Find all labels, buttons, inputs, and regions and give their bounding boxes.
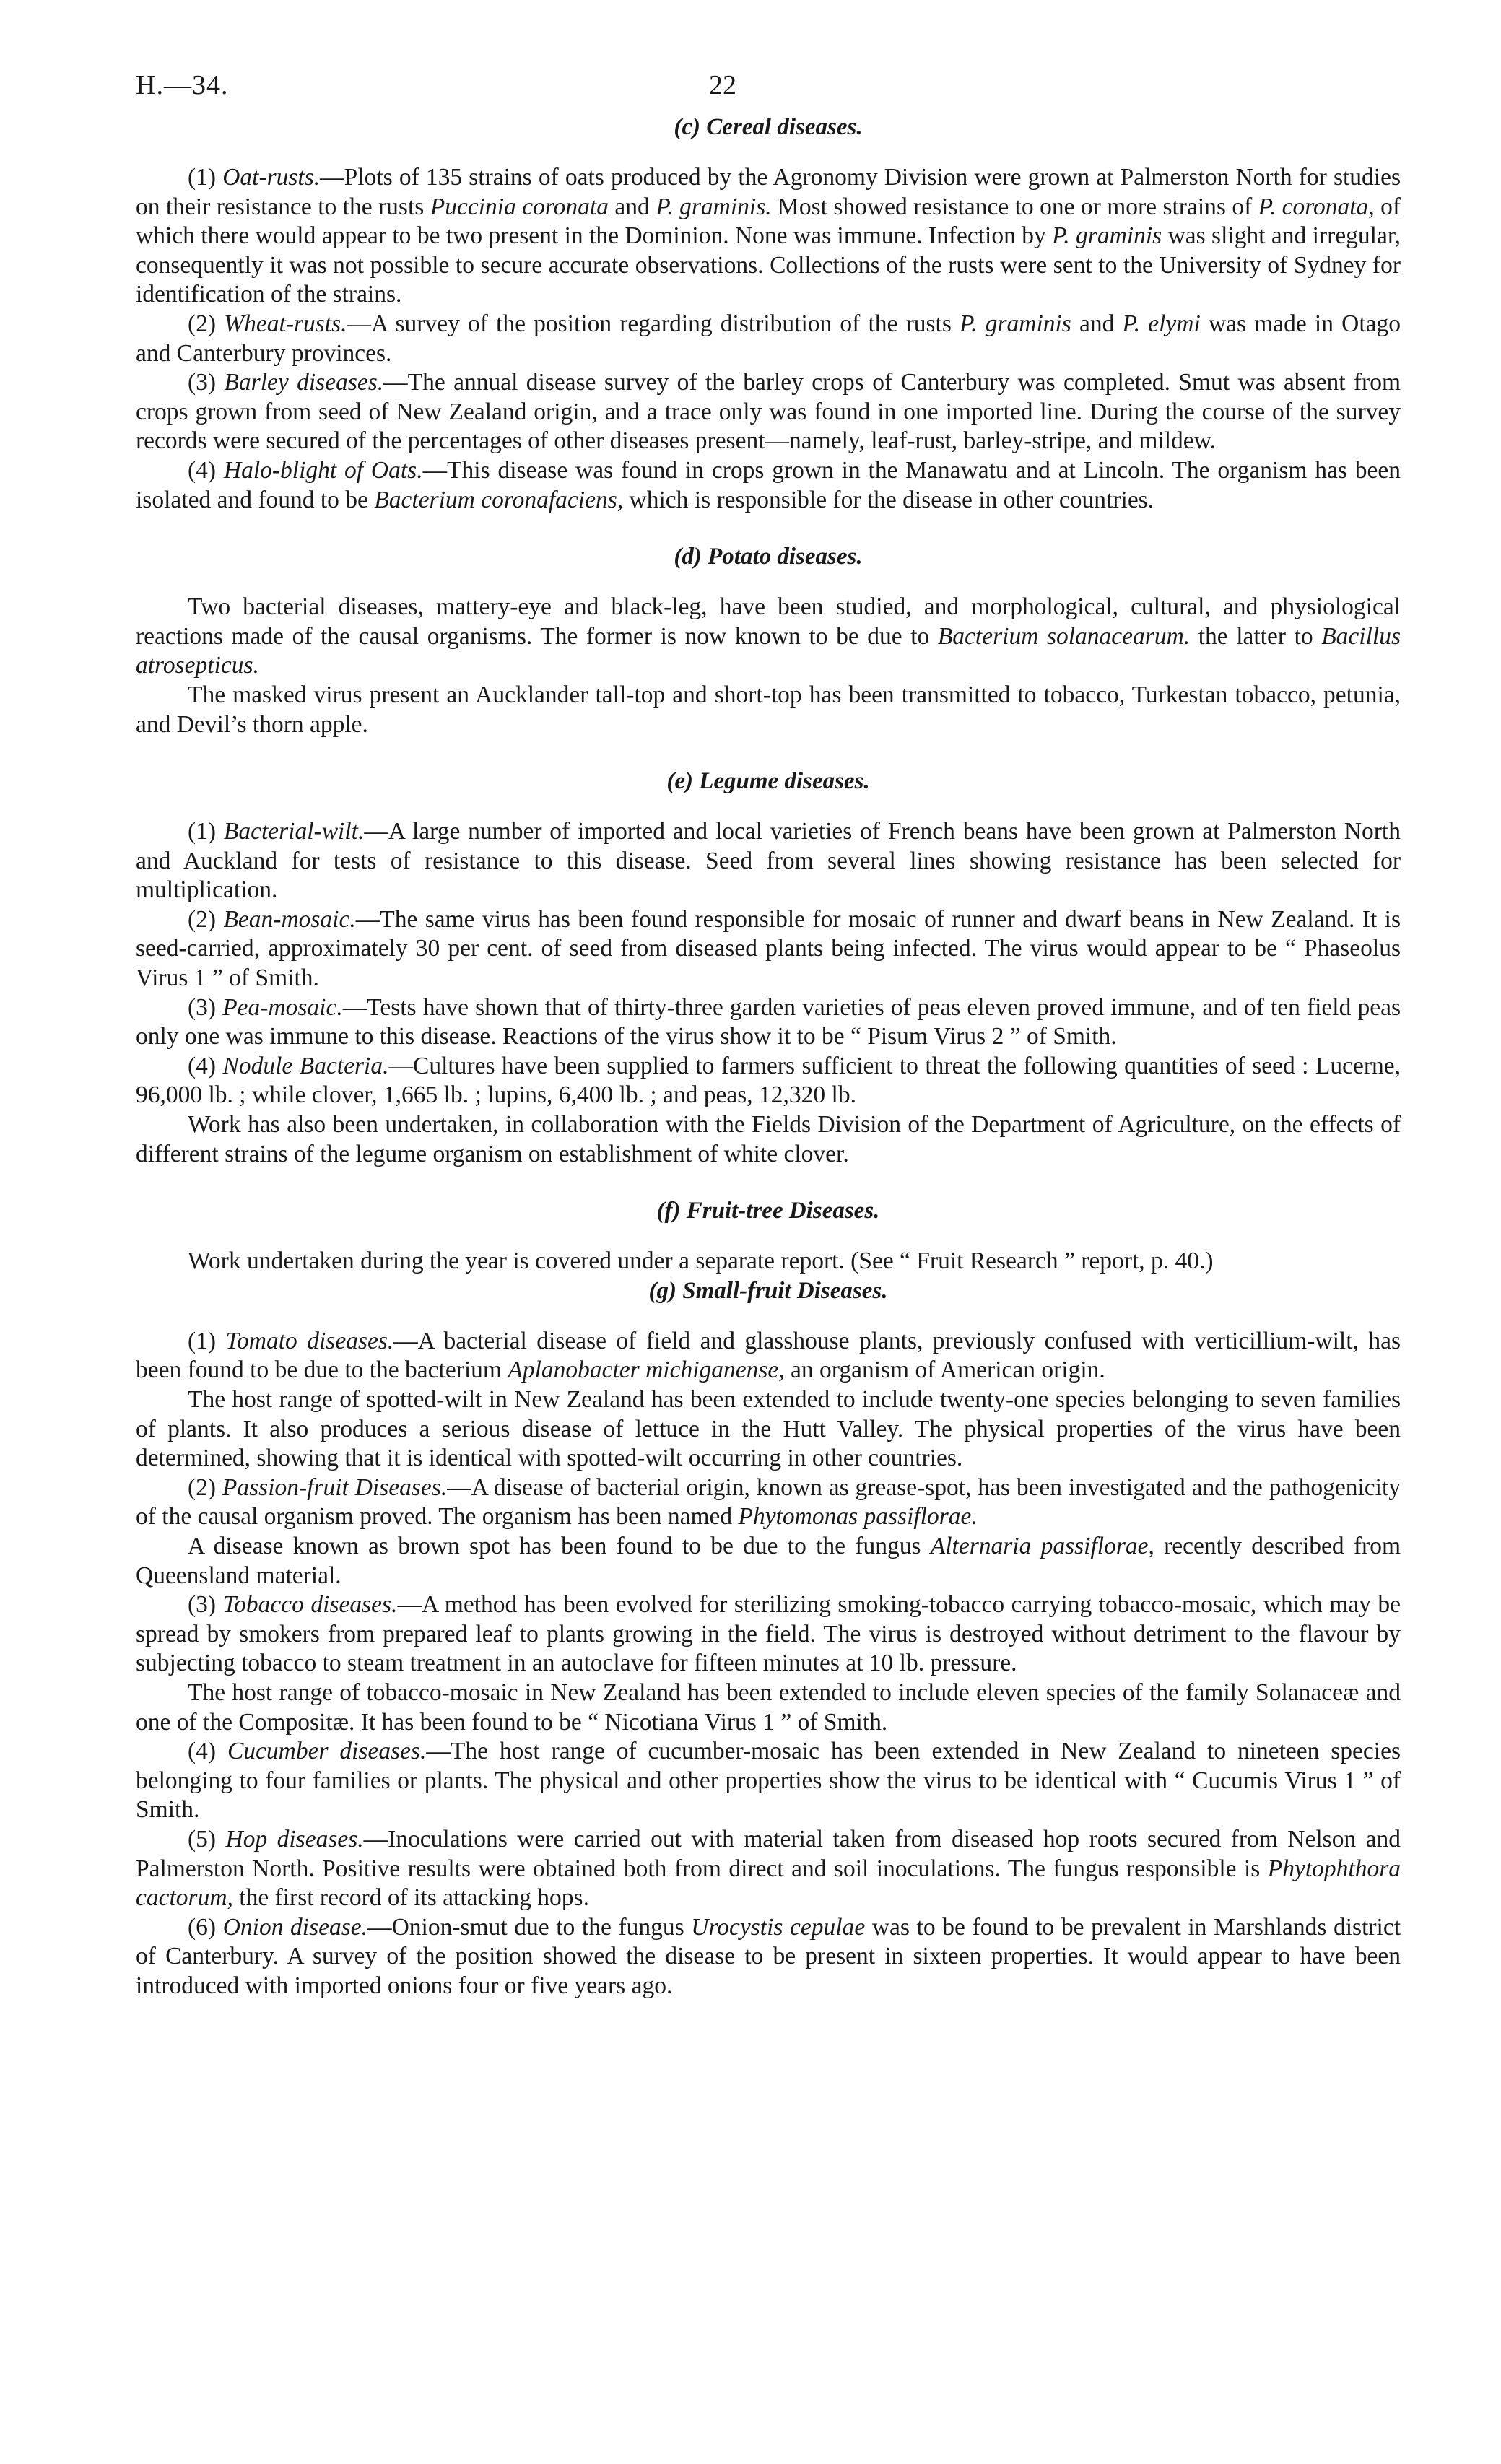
paragraph-barley-diseases: (3) Barley diseases.—The annual disease survey of the barley crops of Canterbury was completed. Smut was absent from crops grown from seed of New Zealand origin, and a trace only was found in one imported line. During the course of the survey records were secured of the percentages of other diseases present—namely, leaf-rust, barley-stripe, and mildew.: [136, 369, 1401, 455]
paragraph-potato-bacterial: Two bacterial diseases, mattery-eye and black-leg, have been studied, and morphological, cultural, and physiological reactions made of the causal organisms. The former is now known to be due to Bacterium solanacearum. the latter to Bacillus atrosepticus.: [136, 593, 1401, 679]
paragraph-cucumber-diseases: (4) Cucumber diseases.—The host range of cucumber-mosaic has been extended in New Zealand to nineteen species belonging to four families or plants. The physical and other properties show the virus to be identical with “ Cucumis Virus 1 ” of Smith.: [136, 1738, 1401, 1824]
paragraph-bacterial-wilt: (1) Bacterial-wilt.—A large number of imported and local varieties of French beans have been grown at Palmerston North and Auckland for tests of resistance to this disease. Seed from several lines showing resistance has been selected for multiplication.: [136, 818, 1401, 904]
paragraph-halo-blight: (4) Halo-blight of Oats.—This disease was found in crops grown in the Manawatu and at Lincoln. The organism has been isolated and found to be Bacterium coronafaciens, which is responsible for the disease in other countries.: [136, 456, 1401, 513]
paragraph-pea-mosaic: (3) Pea-mosaic.—Tests have shown that of thirty-three garden varieties of peas eleven proved immune, and of ten field peas only one was immune to this disease. Reactions of the virus show it to be “ Pisum Virus 2 ” of Smith.: [136, 993, 1401, 1050]
paragraph-wheat-rusts: (2) Wheat-rusts.—A survey of the position regarding distribution of the rusts P. graminis and P. elymi was made in Otago and Canterbury provinces.: [136, 310, 1401, 367]
paragraph-hop-diseases: (5) Hop diseases.—Inoculations were carried out with material taken from diseased hop roots secured from Nelson and Palmerston North. Positive results were obtained both from direct and soil inoculations. The fungus responsible is Phytophthora cactorum, the first record of its attacking hops.: [136, 1825, 1401, 1912]
section-heading-small-fruit: (g) Small-fruit Diseases.: [648, 1277, 888, 1304]
page-header: [136, 69, 1401, 113]
paragraph-bean-mosaic: (2) Bean-mosaic.—The same virus has been found responsible for mosaic of runner and dwarf beans in New Zealand. It is seed-carried, approximately 30 per cent. of seed from diseased plants being infected. The virus would appear to be “ Phaseolus Virus 1 ” of Smith.: [136, 905, 1401, 992]
section-heading-fruit-tree: (f) Fruit-tree Diseases.: [656, 1198, 880, 1224]
document-page: [136, 69, 1401, 2001]
paragraph-tobacco-host-range: The host range of tobacco-mosaic in New Zealand has been extended to include eleven species of the family Solanaceæ and one of the Compositæ. It has been found to be “ Nicotiana Virus 1 ” of Smith.: [136, 1679, 1401, 1736]
paragraph-legume-work: Work has also been undertaken, in collaboration with the Fields Division of the Department of Agriculture, on the effects of different strains of the legume organism on establishment of white clover.: [136, 1111, 1401, 1167]
section-heading-potato: (d) Potato diseases.: [674, 544, 863, 570]
paragraph-tomato-diseases: (1) Tomato diseases.—A bacterial disease of field and glasshouse plants, previously confused with verticillium-wilt, has been found to be due to the bacterium Aplanobacter michiganense, an organism of American origin.: [136, 1327, 1401, 1384]
paragraph-tobacco-diseases: (3) Tobacco diseases.—A method has been evolved for sterilizing smoking-tobacco carrying tobacco-mosaic, which may be spread by smokers from prepared leaf to plants growing in the field. The virus is destroyed without detriment to the flavour by subjecting tobacco to steam treatment in an autoclave for fifteen minutes at 10 lb. pressure.: [136, 1591, 1401, 1677]
paragraph-passion-fruit: (2) Passion-fruit Diseases.—A disease of bacterial origin, known as grease-spot, has been investigated and the pathogenicity of the causal organism proved. The organism has been named Phytomonas passiflorae.: [136, 1473, 1401, 1531]
paragraph-fruit-tree-work: Work undertaken during the year is covered under a separate report. (See “ Fruit Research ” report, p. 40.): [188, 1248, 1214, 1275]
document-reference: H.—34.: [136, 70, 229, 100]
paragraph-onion-disease: (6) Onion disease.—Onion-smut due to the fungus Urocystis cepulae was to be found to be prevalent in Marshlands district of Canterbury. A survey of the position showed the disease to be present in sixteen properties. It would appear to have been introduced with imported onions four or five years ago.: [136, 1913, 1401, 1999]
page-number: 22: [709, 70, 736, 100]
paragraph-nodule-bacteria: (4) Nodule Bacteria.—Cultures have been supplied to farmers sufficient to threat the following quantities of seed : Lucerne, 96,000 lb. ; while clover, 1,665 lb. ; lupins, 6,400 lb. ; and peas, 12,320 lb.: [136, 1052, 1401, 1109]
paragraph-spotted-wilt: The host range of spotted-wilt in New Zealand has been extended to include twenty-one species belonging to seven families of plants. It also produces a serious disease of lettuce in the Hutt Valley. The physical properties of the virus have been determined, showing that it is identical with spotted-wilt occurring in other countries.: [136, 1386, 1401, 1472]
paragraph-brown-spot: A disease known as brown spot has been found to be due to the fungus Alternaria passiflorae, recently described from Queensland material.: [136, 1532, 1401, 1589]
paragraph-oat-rusts: (1) Oat-rusts.—Plots of 135 strains of oats produced by the Agronomy Division were grown at Palmerston North for studies on their resistance to the rusts Puccinia coronata and P. graminis. Most showed resistance to one or more strains of P. coronata, of which there would appear to be two present in the Dominion. None was immune. Infection by P. graminis was slight and irregular, consequently it was not possible to secure accurate observations. Collections of the rusts were sent to the University of Sydney for identification of the strains.: [136, 164, 1401, 308]
paragraph-potato-virus: The masked virus present an Aucklander tall-top and short-top has been transmitted to tobacco, Turkestan tobacco, petunia, and Devil’s thorn apple.: [136, 681, 1401, 738]
section-heading-cereal: (c) Cereal diseases.: [674, 114, 863, 140]
section-heading-legume: (e) Legume diseases.: [666, 768, 870, 795]
